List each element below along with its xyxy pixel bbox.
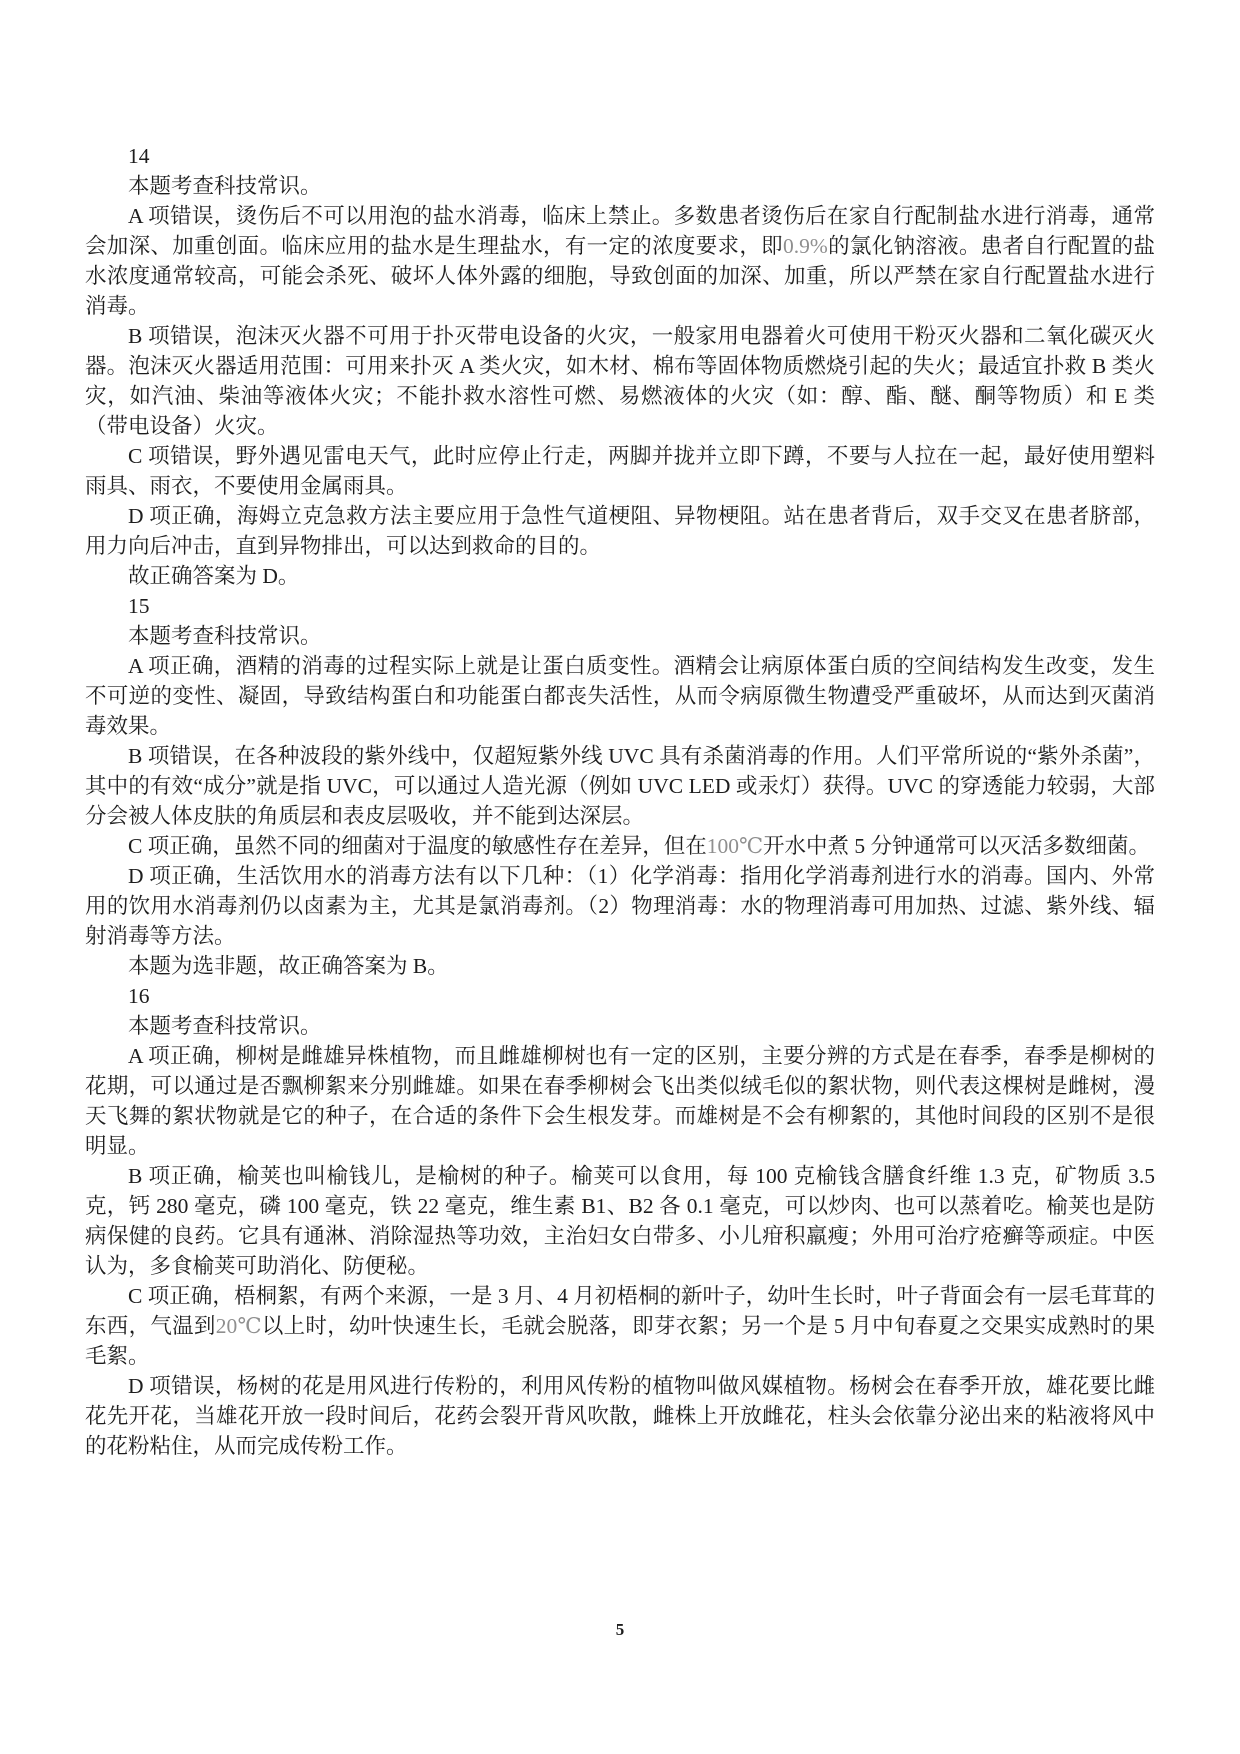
text-run: 本题为选非题，故正确答案为 B。	[128, 954, 449, 978]
answer-paragraph	[85, 741, 1155, 831]
answer-paragraph	[85, 441, 1155, 501]
text-run: A 项正确，酒精的消毒的过程实际上就是让蛋白质变性。酒精会让病原体蛋白质的空间结构发生改变，发生不可逆的变性、凝固，导致结构蛋白和功能蛋白都丧失活性，从而令病原微生物遭受严重破坏，从而达到灭菌消毒效果。	[85, 654, 1155, 738]
answer-paragraph	[85, 1161, 1155, 1281]
text-run: 开水中煮 5 分钟通常可以灭活多数细菌。	[763, 834, 1151, 858]
text-run: 故正确答案为 D。	[128, 564, 300, 588]
answer-paragraph	[85, 951, 1155, 981]
answer-paragraph	[85, 321, 1155, 441]
text-run: B 项错误，在各种波段的紫外线中，仅超短紫外线 UVC 具有杀菌消毒的作用。人们平常所说的“紫外杀菌”，其中的有效“成分”就是指 UVC，可以通过人造光源（例如 UVC LED 或汞灯）获得。UVC 的穿透能力较弱，大部分会被人体皮肤的角质层和表皮层吸收，并不能到达深层。	[85, 744, 1155, 828]
document-body	[85, 141, 1155, 1461]
answer-paragraph	[85, 621, 1155, 651]
text-run: 的氯化钠溶液。患者自行配置的盐水浓度通常较高，可能会杀死、破坏人体外露的细胞，导致创面的加深、加重，所以严禁在家自行配置盐水进行消毒。	[85, 234, 1155, 318]
question-number	[85, 591, 1155, 621]
answer-paragraph	[85, 201, 1155, 321]
answer-paragraph	[85, 1371, 1155, 1461]
text-run: A 项错误，烫伤后不可以用泡的盐水消毒，临床上禁止。多数患者烫伤后在家自行配制盐水进行消毒，通常会加深、加重创面。临床应用的盐水是生理盐水，有一定的浓度要求，即	[85, 204, 1155, 258]
answer-paragraph	[85, 501, 1155, 561]
stamped-value: 0.9%	[783, 234, 828, 258]
answer-paragraph	[85, 171, 1155, 201]
text-run: D 项错误，杨树的花是用风进行传粉的，利用风传粉的植物叫做风媒植物。杨树会在春季开放，雄花要比雌花先开花，当雄花开放一段时间后，花药会裂开背风吹散，雌株上开放雌花，柱头会依靠分泌出来的粘液将风中的花粉粘住，从而完成传粉工作。	[85, 1374, 1155, 1458]
text-run: C 项错误，野外遇见雷电天气，此时应停止行走，两脚并拢并立即下蹲，不要与人拉在一起，最好使用塑料雨具、雨衣，不要使用金属雨具。	[85, 444, 1155, 498]
stamped-value: 100℃	[706, 834, 764, 858]
text-run: D 项正确，海姆立克急救方法主要应用于急性气道梗阻、异物梗阻。站在患者背后，双手交叉在患者脐部，用力向后冲击，直到异物排出，可以达到救命的目的。	[85, 504, 1155, 558]
answer-paragraph	[85, 561, 1155, 591]
text-run: B 项正确，榆荚也叫榆钱儿，是榆树的种子。榆荚可以食用，每 100 克榆钱含膳食纤维 1.3 克，矿物质 3.5 克，钙 280 毫克，磷 100 毫克，铁 22 毫克，维生素 B1、B2 各 0.1 毫克，可以炒肉、也可以蒸着吃。榆荚也是防病保健的良药。它具有通淋、消除湿热等功效，主治妇女白带多、小儿疳积羸瘦；外用可治疗疮癣等顽症。中医认为，多食榆荚可助消化、防便秘。	[85, 1164, 1155, 1278]
text-run: 本题考查科技常识。	[128, 624, 322, 648]
page-number: 5	[615, 1620, 625, 1639]
stamped-value: 20℃	[215, 1314, 262, 1338]
text-run: 本题考查科技常识。	[128, 1014, 322, 1038]
text-run: 以上时，幼叶快速生长，毛就会脱落，即芽衣絮；另一个是 5 月中旬春夏之交果实成熟时的果毛絮。	[85, 1314, 1155, 1368]
text-run: D 项正确，生活饮用水的消毒方法有以下几种：（1）化学消毒：指用化学消毒剂进行水的消毒。国内、外常用的饮用水消毒剂仍以卤素为主，尤其是氯消毒剂。（2）物理消毒：水的物理消毒可用加热、过滤、紫外线、辐射消毒等方法。	[85, 864, 1155, 948]
answer-paragraph	[85, 831, 1155, 861]
question-number	[85, 981, 1155, 1011]
answer-paragraph	[85, 1041, 1155, 1161]
answer-paragraph	[85, 651, 1155, 741]
text-run: 15	[128, 594, 150, 618]
text-run: 本题考查科技常识。	[128, 174, 322, 198]
text-run: A 项正确，柳树是雌雄异株植物，而且雌雄柳树也有一定的区别，主要分辨的方式是在春季，春季是柳树的花期，可以通过是否飘柳絮来分别雌雄。如果在春季柳树会飞出类似绒毛似的絮状物，则代表这棵树是雌树，漫天飞舞的絮状物就是它的种子，在合适的条件下会生根发芽。而雄树是不会有柳絮的，其他时间段的区别不是很明显。	[85, 1044, 1155, 1158]
answer-paragraph	[85, 1011, 1155, 1041]
text-run: C 项正确，虽然不同的细菌对于温度的敏感性存在差异，但在	[128, 834, 707, 858]
text-run: B 项错误，泡沫灭火器不可用于扑灭带电设备的火灾，一般家用电器着火可使用干粉灭火器和二氧化碳灭火器。泡沫灭火器适用范围：可用来扑灭 A 类火灾，如木材、棉布等固体物质燃烧引起的失火；最适宜扑救 B 类火灾，如汽油、柴油等液体火灾；不能扑救水溶性可燃、易燃液体的火灾（如：醇、酯、醚、酮等物质）和 E 类（带电设备）火灾。	[85, 324, 1155, 438]
answer-paragraph	[85, 861, 1155, 951]
answer-paragraph	[85, 1281, 1155, 1371]
text-run: 16	[128, 984, 150, 1008]
question-number	[85, 141, 1155, 171]
text-run: C 项正确，梧桐絮，有两个来源，一是 3 月、4 月初梧桐的新叶子，幼叶生长时，叶子背面会有一层毛茸茸的东西，气温到	[85, 1284, 1155, 1338]
text-run: 14	[128, 144, 150, 168]
